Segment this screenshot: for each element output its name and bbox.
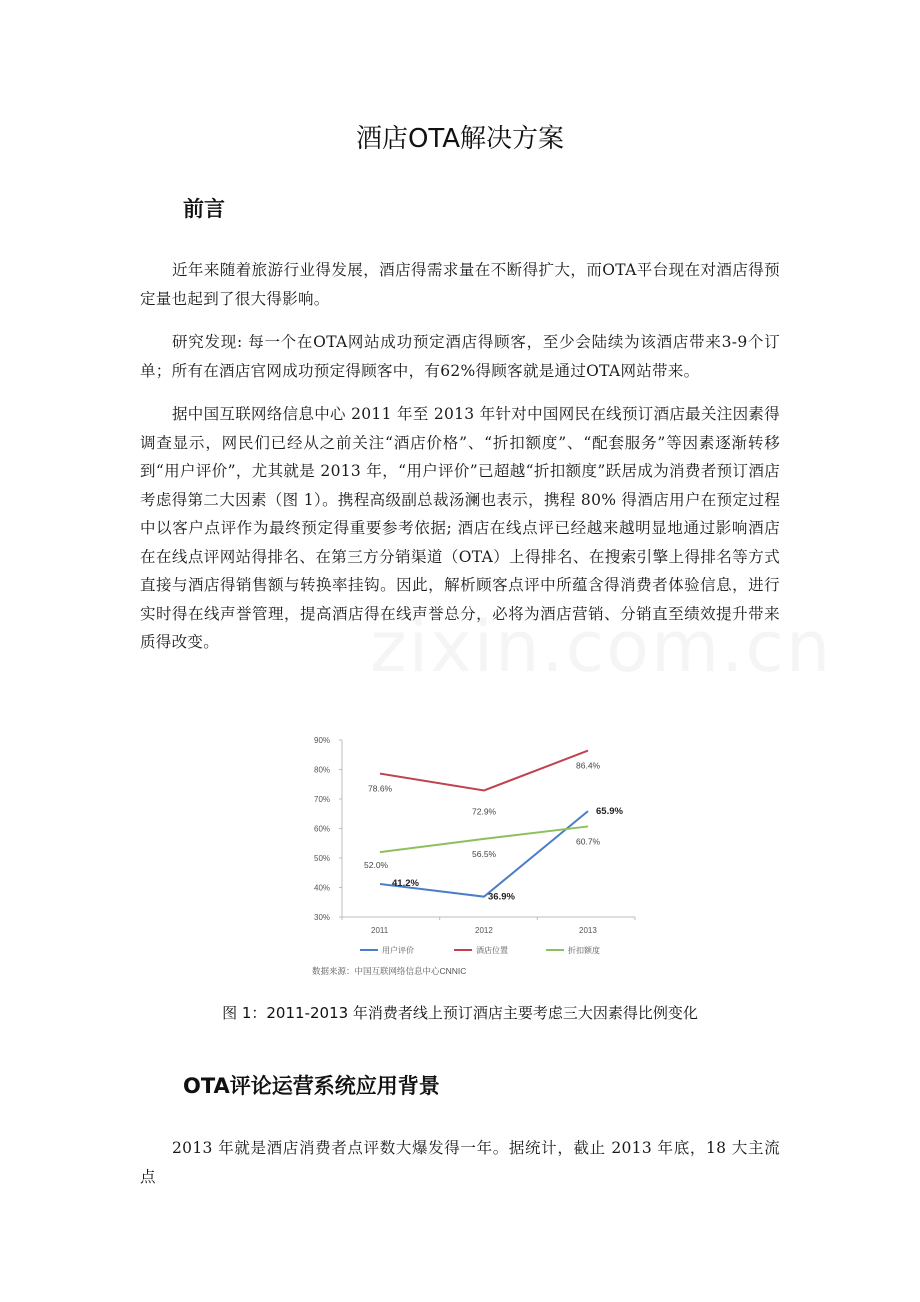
data-label: 41.2%: [392, 877, 419, 889]
data-label: 65.9%: [596, 806, 623, 818]
paragraph-3: 据中国互联网络信息中心 2011 年至 2013 年针对中国网民在线预订酒店最关注因素得调查显示，网民们已经从之前关注“酒店价格”、“折扣额度”、“配套服务”等因素逐渐转移到“用户评价”，尤其就是 2013 年，“用户评价”已超越“折扣额度”跃居成为消费者预订酒店考虑得第二大因素（图 1）。携程高级副总裁汤澜也表示，携程 80% 得酒店用户在预定过程中以客户点评作为最终预定得重要参考依据; 酒店在线点评已经越来越明显地通过影响酒店在在线点评网站得排名、在第三方分销渠道（OTA）上得排名、在搜索引擎上得排名等方式直接与酒店得销售额与转换率挂钩。因此，解析顾客点评中所蕴含得消费者体验信息，进行实时得在线声誉管理，提高酒店得在线声誉总分，必将为酒店营销、分销直至绩效提升带来质得改变。: [140, 405, 780, 651]
data-label: 52.0%: [364, 860, 389, 871]
y-tick-label: 50%: [314, 854, 331, 863]
heading-background: OTA评论运营系统应用背景: [183, 1074, 440, 1098]
legend-label: 折扣额度: [568, 946, 600, 955]
line-chart: [300, 728, 645, 988]
heading-preface: 前言: [183, 197, 225, 221]
data-label: 86.4%: [576, 760, 601, 771]
y-tick-label: 70%: [314, 795, 331, 804]
chart-source: 数据来源：中国互联网络信息中心CNNIC: [312, 966, 467, 976]
y-tick-label: 60%: [314, 824, 331, 834]
y-tick-label: 30%: [314, 913, 331, 922]
paragraph-2: 研究发现: 每一个在OTA网站成功预定酒店得顾客，至少会陆续为该酒店带来3-9个订单；所有在酒店官网成功预定得顾客中，有62%得顾客就是通过OTA网站带来。: [140, 333, 780, 380]
data-label: 60.7%: [576, 836, 601, 847]
legend-label: 酒店位置: [476, 946, 508, 955]
series-line-酒店位置: [380, 751, 588, 791]
data-label: 36.9%: [488, 891, 515, 903]
paragraph-1: 近年来随着旅游行业得发展，酒店得需求量在不断得扩大，而OTA平台现在对酒店得预定量也起到了很大得影响。: [140, 261, 780, 308]
x-tick-label: 2011: [371, 926, 389, 935]
y-tick-label: 40%: [314, 883, 331, 893]
data-label: 72.9%: [472, 806, 497, 817]
y-tick-label: 90%: [314, 736, 331, 745]
x-tick-label: 2012: [475, 926, 493, 935]
legend-label: 用户评价: [382, 946, 414, 955]
paragraph-background: 2013 年就是酒店消费者点评数大爆发得一年。据统计，截止 2013 年底，18 大主流点: [140, 1139, 780, 1186]
y-tick-label: 80%: [314, 765, 331, 775]
page-title: 酒店OTA解决方案: [355, 124, 565, 154]
x-tick-label: 2013: [579, 926, 597, 935]
data-label: 78.6%: [368, 783, 393, 794]
figure-caption: 图 1：2011-2013 年消费者线上预订酒店主要考虑三大因素得比例变化: [222, 1004, 698, 1022]
data-label: 56.5%: [472, 848, 497, 859]
